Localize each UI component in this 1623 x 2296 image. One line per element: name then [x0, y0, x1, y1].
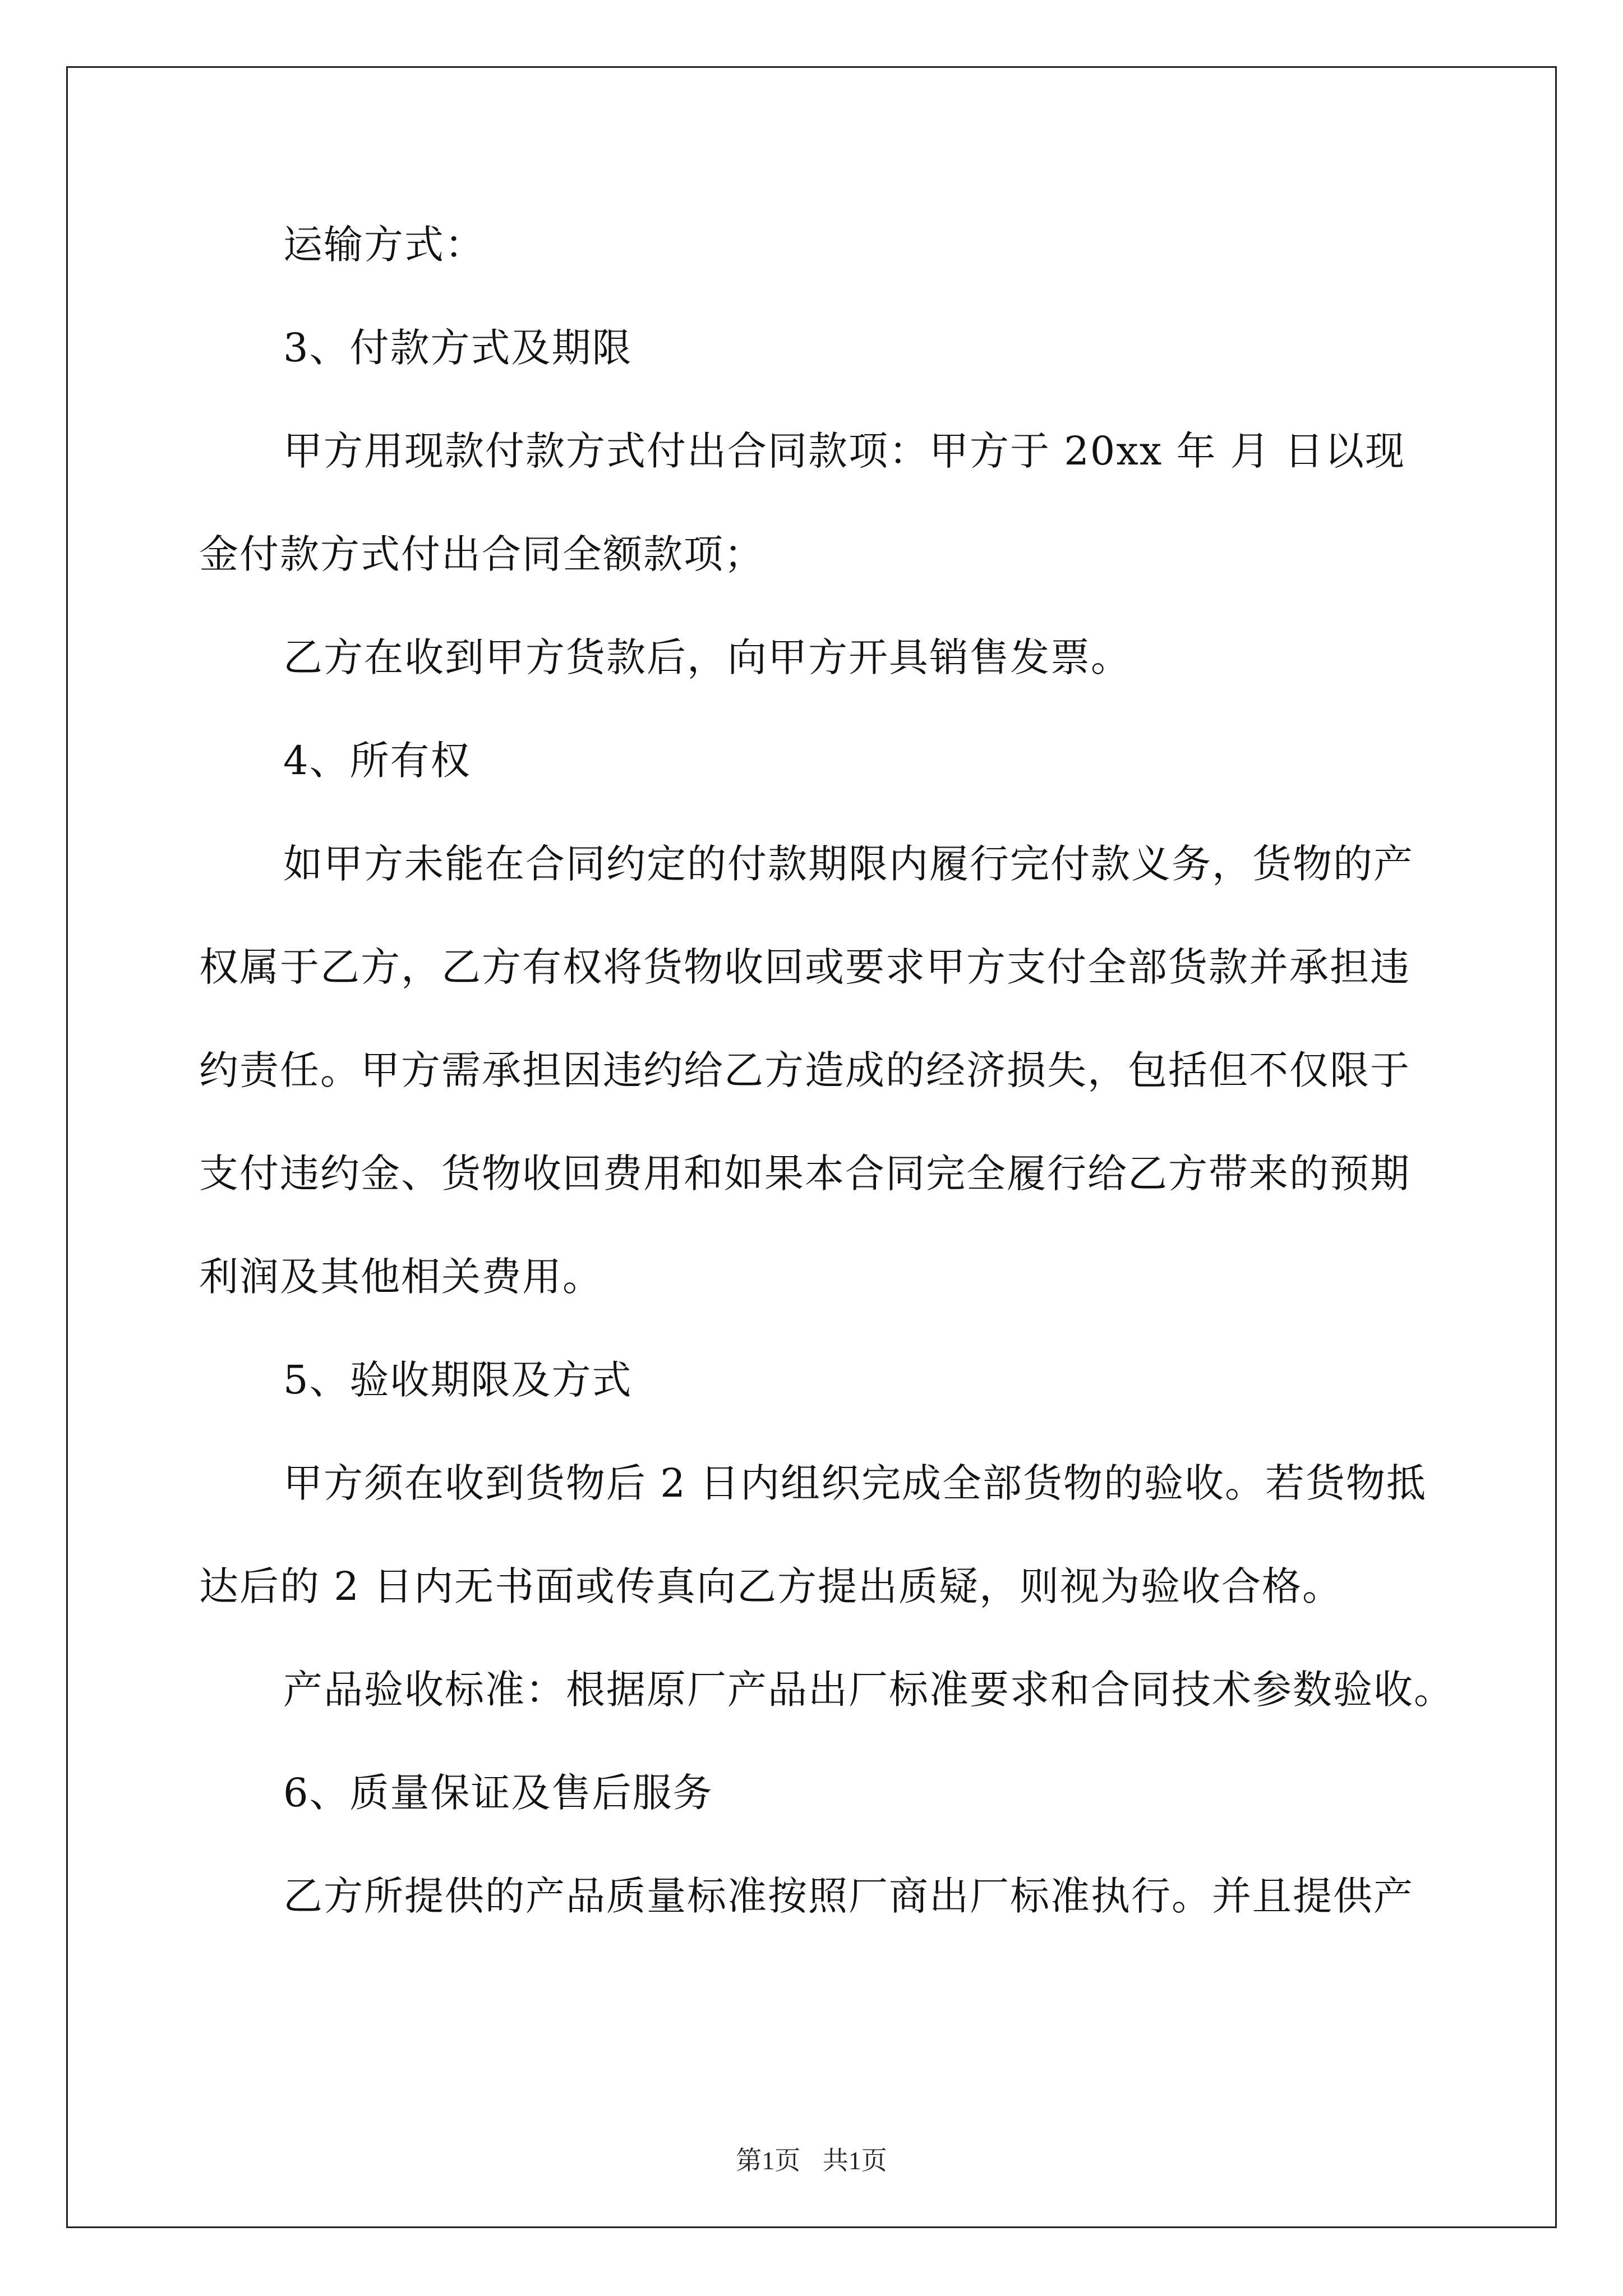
- section-heading: 6、质量保证及售后服务: [283, 1770, 713, 1816]
- paragraph-invoice: [199, 632, 1430, 683]
- text-line: 甲方用现款付款方式付出合同款项：甲方于 20xx 年 月 日以现: [283, 428, 1406, 474]
- text-line: 运输方式：: [283, 222, 485, 268]
- text-line: 如甲方未能在合同约定的付款期限内履行完付款义务，货物的产: [283, 841, 1414, 887]
- text-line: 达后的 2 日内无书面或传真向乙方提出质疑，则视为验收合格。: [199, 1563, 1343, 1609]
- text-line: 利润及其他相关费用。: [199, 1254, 603, 1300]
- text-line: 约责任。甲方需承担因违约给乙方造成的经济损失，包括但不仅限于: [199, 1047, 1410, 1093]
- heading-payment: [199, 322, 1430, 374]
- section-heading: 3、付款方式及期限: [283, 325, 633, 371]
- text-line: 支付违约金、货物收回费用和如果本合同完全履行给乙方带来的预期: [199, 1151, 1410, 1197]
- heading-inspection: [199, 1354, 1430, 1406]
- heading-quality: [199, 1767, 1430, 1819]
- text-line: 产品验收标准：根据原厂产品出厂标准要求和合同技术参数验收。: [283, 1667, 1454, 1713]
- section-heading: 5、验收期限及方式: [283, 1357, 633, 1403]
- text-line: 权属于乙方，乙方有权将货物收回或要求甲方支付全部货款并承担违: [199, 944, 1410, 990]
- text-line: 金付款方式付出合同全额款项；: [199, 531, 764, 577]
- page-footer: [0, 2140, 1623, 2177]
- document-body: [199, 219, 1454, 1973]
- text-line: 乙方所提供的产品质量标准按照厂商出厂标准执行。并且提供产: [283, 1873, 1414, 1919]
- paragraph-transport: [199, 219, 1430, 270]
- page-total: 共1页: [822, 2146, 887, 2175]
- section-heading: 4、所有权: [283, 738, 471, 784]
- paragraph-ownership: [199, 838, 1430, 1303]
- paragraph-payment: [199, 425, 1430, 580]
- heading-ownership: [199, 735, 1430, 786]
- paragraph-quality: [199, 1870, 1430, 1922]
- page-number: 第1页: [736, 2146, 801, 2175]
- text-line: 甲方须在收到货物后 2 日内组织完成全部货物的验收。若货物抵: [283, 1460, 1427, 1506]
- paragraph-inspection: [199, 1457, 1430, 1612]
- text-line: 乙方在收到甲方货款后，向甲方开具销售发票。: [283, 634, 1131, 680]
- paragraph-standard: [199, 1664, 1454, 1715]
